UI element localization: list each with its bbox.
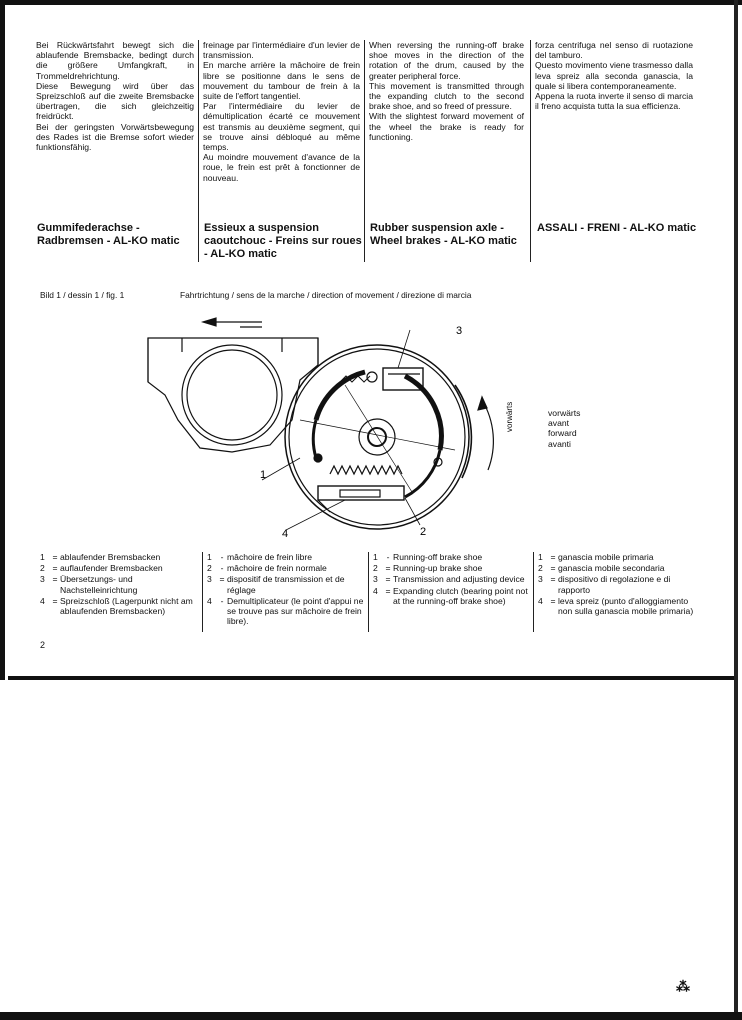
legend-row: 4 = Spreizschloß (Lagerpunkt nicht am ablaufenden Bremsbacken) bbox=[40, 595, 193, 617]
legend-divider bbox=[202, 552, 203, 632]
paragraph: En marche arrière la mâchoire de frein libre se positionne dans le sens de mouvement du tambour de frein à la suite de l'effort tangentiel. bbox=[203, 60, 360, 102]
column-english bbox=[369, 40, 524, 142]
direction-arrow bbox=[203, 318, 262, 327]
page-number: 2 bbox=[40, 640, 46, 650]
figure-label: Bild 1 / dessin 1 / fig. 1 bbox=[40, 290, 125, 300]
heading-german: Gummifederachse - Radbremsen - AL-KO matic bbox=[37, 222, 180, 247]
direction-word: avant bbox=[548, 418, 570, 429]
paragraph: Bei der geringsten Vorwärtsbewegung des Rades ist die Bremse sofort wieder funktionsfähig. bbox=[36, 121, 194, 153]
paragraph: Bei Rückwärtsfahrt bewegt sich die ablaufende Bremsbacke, bedingt durch die größere Umfangkraft, in Trommeldrehrichtung. bbox=[36, 40, 194, 81]
column-divider bbox=[364, 40, 365, 262]
legend-german bbox=[40, 552, 200, 617]
brake-shoe-running-up bbox=[405, 376, 441, 497]
column-italian bbox=[535, 40, 693, 111]
legend-row: 4 = Expanding clutch (bearing point not at the running-off brake shoe) bbox=[373, 585, 528, 606]
brake-diagram bbox=[0, 300, 742, 550]
paragraph: freinage par l'intermédiaire d'un levier de transmission. bbox=[203, 40, 360, 61]
paragraph: When reversing the running-off brake shoe moves in the direction of the rotation of the drum, caused by the greater peripheral force. bbox=[369, 40, 524, 81]
legend-row: 4 = leva spreiz (punto d'alloggiamento non sulla ganascia mobile primaria) bbox=[538, 595, 694, 617]
column-french bbox=[203, 40, 360, 183]
legend-row: 1 - mâchoire de frein libre bbox=[207, 552, 313, 562]
vorwaerts-rotated-label: vorwärts bbox=[505, 401, 514, 432]
paragraph: Questo movimento viene trasmesso dalla leva spreiz alla seconda ganascia, la quale si libera contemporaneamente. bbox=[535, 60, 693, 91]
heading-french: Essieux a suspension caoutchouc - Freins sur roues - AL-KO matic bbox=[204, 222, 362, 260]
top-border bbox=[0, 0, 742, 5]
paragraph: Appena la ruota inverte il senso di marcia il freno acquista tutta la sua efficienza. bbox=[535, 91, 693, 112]
legend-row: 4 - Demultiplicateur (le point d'appui ne se trouve pas sur mâchoire de frein libre). bbox=[207, 595, 364, 627]
legend-row: 2 - mâchoire de frein normale bbox=[207, 563, 327, 574]
legend-divider bbox=[533, 552, 534, 632]
legend-row: 3 = Übersetzungs- und Nachstelleinrichtung bbox=[40, 574, 138, 595]
paragraph: Par l'intermédiaire du levier de démultiplication écarté ce mouvement est transmis au deuxième segment, qui se trouve ainsi débloqué au même temps. bbox=[203, 101, 360, 153]
callout-1: 1 bbox=[260, 469, 267, 481]
direction-word: avanti bbox=[548, 438, 571, 449]
direction-caption: Fahrtrichtung / sens de la marche / direction of movement / direzione di marcia bbox=[180, 290, 472, 300]
direction-word: forward bbox=[548, 428, 577, 439]
callout-2: 2 bbox=[420, 526, 427, 538]
page-bottom-rule bbox=[8, 676, 736, 680]
corner-mark: ⁂ bbox=[676, 978, 690, 994]
paragraph: forza centrifuga nel senso di ruotazione del tamburo. bbox=[535, 40, 693, 61]
callout-4: 4 bbox=[282, 528, 289, 540]
column-divider bbox=[530, 40, 531, 262]
paragraph: This movement is transmitted through the expanding clutch to the second brake shoe, and so freed of pressure. bbox=[369, 80, 524, 112]
legend-row: 1 - Running-off brake shoe bbox=[373, 552, 483, 562]
hub-inner bbox=[368, 428, 386, 446]
heading-italian: ASSALI - FRENI - AL-KO matic bbox=[537, 222, 697, 234]
legend-row: 2 = ganascia mobile secondaria bbox=[538, 563, 665, 574]
column-divider bbox=[198, 40, 199, 262]
paragraph: With the slightest forward movement of the wheel the brake is ready for functioning. bbox=[369, 111, 524, 142]
bottom-edge bbox=[0, 1012, 742, 1020]
paragraph: Diese Bewegung wird über das Spreizschloß auf die zweite Bremsbacke übertragen, die sich gleichzeitig freidrückt. bbox=[36, 80, 194, 122]
legend-divider bbox=[368, 552, 369, 632]
legend-english bbox=[373, 552, 531, 607]
column-german bbox=[36, 40, 194, 152]
heading-english: Rubber suspension axle - Wheel brakes - AL-KO matic bbox=[370, 222, 517, 247]
return-spring bbox=[330, 466, 402, 474]
legend-row: 1 = ablaufender Bremsbacken bbox=[40, 552, 161, 562]
rotation-arrow bbox=[478, 397, 493, 470]
paragraph: Au moindre mouvement d'avance de la roue, le frein est prêt à fonctionner de nouveau. bbox=[203, 152, 360, 183]
callout-3: 3 bbox=[456, 325, 463, 337]
legend-italian bbox=[538, 552, 698, 617]
legend-row: 3 = Transmission and adjusting device bbox=[373, 574, 525, 585]
legend-row: 3 = dispositif de transmission et de réglage bbox=[207, 574, 345, 595]
brake-shoe-running-off bbox=[313, 372, 365, 458]
legend-row: 3 = dispositivo di regolazione e di rapporto bbox=[538, 574, 671, 595]
legend-row: 2 = Running-up brake shoe bbox=[373, 563, 483, 574]
legend-row: 2 = auflaufender Bremsbacken bbox=[40, 563, 163, 574]
direction-word: vorwärts bbox=[548, 408, 581, 418]
axle-housing bbox=[148, 338, 318, 452]
legend-row: 1 = ganascia mobile primaria bbox=[538, 552, 654, 562]
direction-words bbox=[548, 408, 580, 449]
expanding-clutch bbox=[318, 486, 404, 512]
legend-french bbox=[207, 552, 365, 627]
